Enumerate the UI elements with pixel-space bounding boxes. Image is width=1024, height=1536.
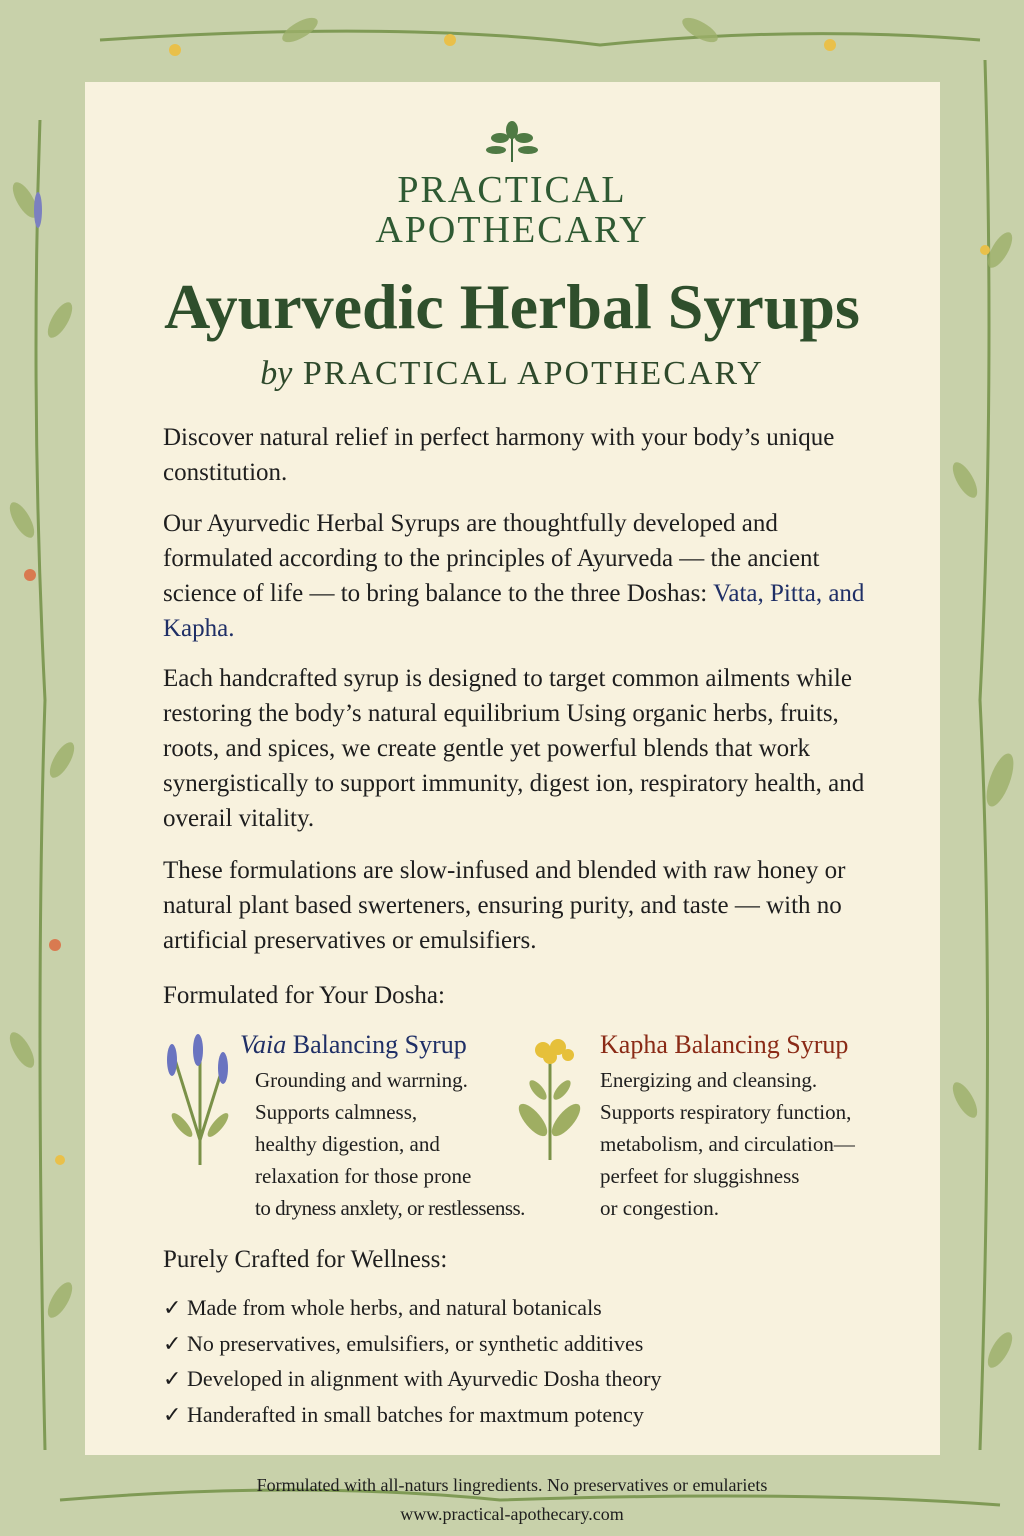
- formulation-paragraph: These formulations are slow-infused and blended with raw honey or natural plant based swerteners, ensuring purity, and taste — with no artificial preservatives or emulsifiers.: [163, 857, 846, 954]
- kapha-line: or congestion.: [600, 1196, 719, 1220]
- vata-line: Supports calmness,: [255, 1100, 418, 1124]
- check-icon: ✓: [163, 1330, 182, 1356]
- checklist-text: Developed in alignment with Ayurvedic Dosha theory: [186, 1366, 662, 1391]
- kapha-line: Supports respiratory function,: [600, 1100, 852, 1124]
- dosha-heading: Formulated for Your Dosha:: [163, 982, 445, 1009]
- checklist-item: [163, 1290, 661, 1326]
- checklist-item: [163, 1361, 661, 1397]
- check-icon: ✓: [163, 1401, 182, 1427]
- wellness-heading: Purely Crafted for Wellness:: [163, 1246, 448, 1273]
- vata-title-italic: Vaia: [240, 1030, 287, 1059]
- wellness-checklist: [163, 1290, 661, 1432]
- vata-line: healthy digestion, and: [255, 1132, 440, 1156]
- brand-name: [0, 170, 1024, 250]
- kapha-line: metabolism, and circulation—: [600, 1132, 855, 1156]
- kapha-title: Kapha Balancing Syrup: [600, 1030, 849, 1059]
- ayurveda-text: Our Ayurvedic Herbal Syrups are thoughtfully developed and formulated according to the principles of Ayurveda — the ancient science of life — to bring balance to the three Doshas:: [163, 510, 820, 607]
- herb-logo-icon: [482, 120, 542, 165]
- vata-line: Grounding and warrning.: [255, 1068, 468, 1092]
- footer-url[interactable]: www.practical-apothecary.com: [400, 1504, 624, 1524]
- vata-line: relaxation for those prone: [255, 1164, 472, 1188]
- vata-title-rest: Balancing Syrup: [286, 1030, 467, 1059]
- check-icon: ✓: [163, 1366, 182, 1391]
- byline-name: PRACTICAL APOTHECARY: [302, 355, 764, 392]
- ayurveda-paragraph: [163, 506, 883, 646]
- byline: [0, 355, 1024, 393]
- handcrafted-paragraph: Each handcrafted syrup is designed to target common ailments while restoring the body’s natural equilibrium Using organic herbs, fruits, roots, and spices, we create gentle yet powerful blends that work synergistically to support immunity, digest ion, respiratory health, and overail vitality.: [163, 665, 865, 832]
- brand-line-1: PRACTICAL: [397, 169, 627, 211]
- intro-paragraph: Discover natural relief in perfect harmony with your body’s unique constitution.: [163, 424, 835, 486]
- kapha-line: Energizing and cleansing.: [600, 1068, 818, 1092]
- page-title: Ayurvedic Herbal Syrups: [164, 271, 860, 342]
- kapha-line: perfeet for sluggishness: [600, 1164, 800, 1188]
- brand-line-2: APOTHECARY: [375, 209, 649, 251]
- footer: [0, 1471, 1024, 1529]
- lavender-icon: [160, 1030, 240, 1170]
- checklist-text: Handerafted in small batches for maxtmum potency: [186, 1401, 644, 1427]
- checklist-item: [163, 1397, 661, 1433]
- kapha-card: [600, 1028, 910, 1224]
- checklist-item: [163, 1326, 661, 1362]
- vata-line: to dryness anxlety, or restlessenss.: [255, 1196, 525, 1220]
- check-icon: ✓: [163, 1295, 182, 1320]
- yellow-flower-icon: [508, 1035, 588, 1165]
- checklist-text: No preservatives, emulsifiers, or synthetic additives: [186, 1330, 644, 1356]
- checklist-text: Made from whole herbs, and natural botanicals: [186, 1295, 602, 1320]
- doshas-list: Vata, Pitta, and Kapha.: [163, 580, 865, 642]
- byline-by: by: [260, 355, 293, 392]
- footer-note: Formulated with all-naturs lingredients. No preservatives or emulariets: [256, 1475, 768, 1495]
